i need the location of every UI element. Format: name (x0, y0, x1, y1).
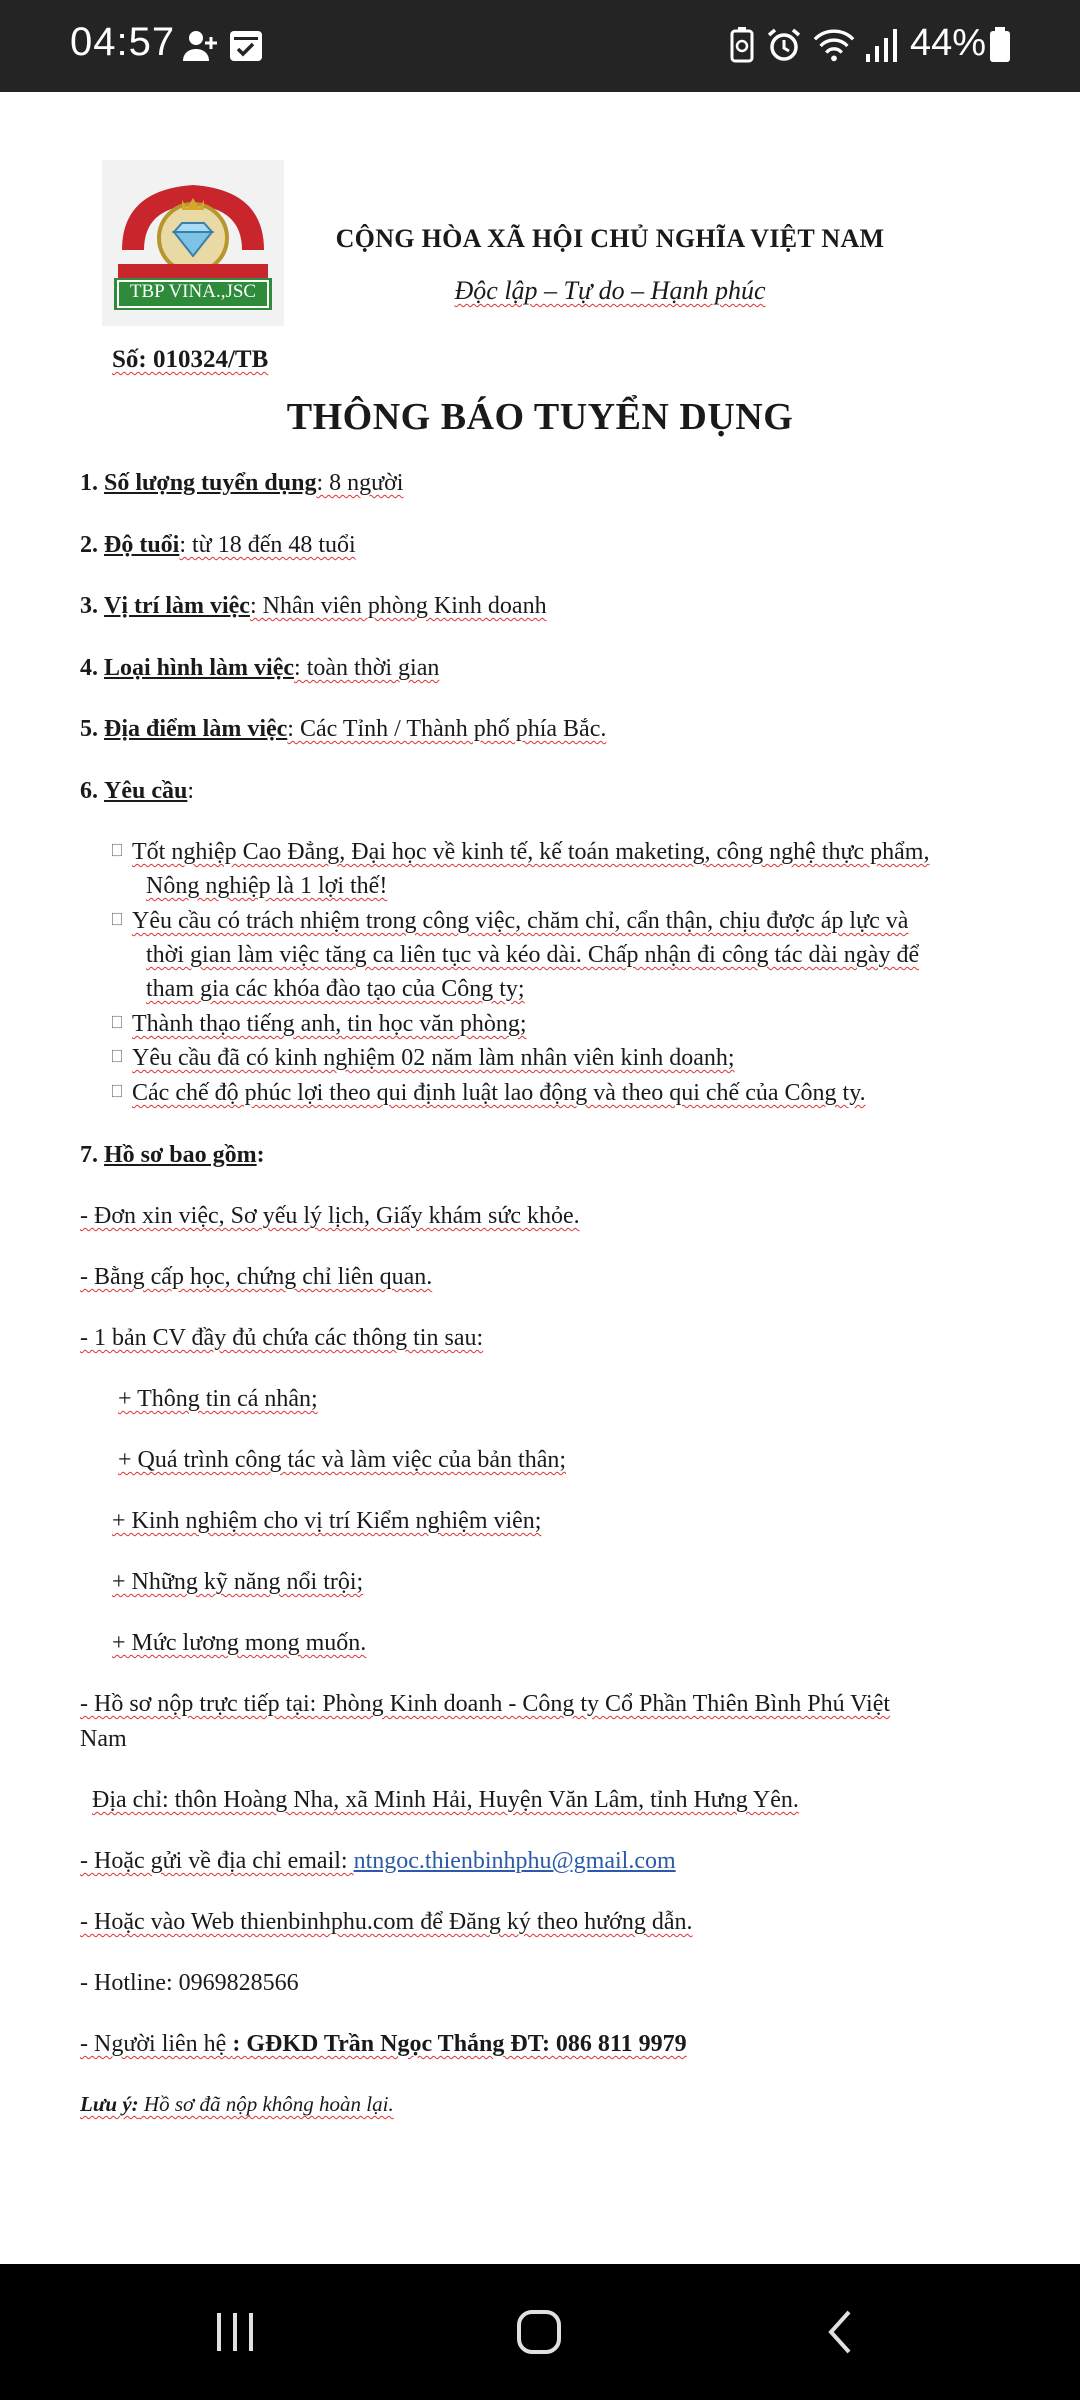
wifi-icon (812, 22, 856, 68)
note-line: Lưu ý: Hồ sơ đã nộp không hoàn lại. (80, 2092, 394, 2116)
email-link[interactable]: ntngoc.thienbinhphu@gmail.com (353, 1848, 676, 1874)
person-add-icon (178, 22, 222, 68)
cv-item: + Mức lương mong muốn. (112, 1630, 367, 1656)
document-title: THÔNG BÁO TUYỂN DỤNG (286, 396, 794, 438)
requirement-bullet: Thành thạo tiếng anh, tin học văn phòng; (112, 1007, 1012, 1041)
requirement-bullet: Yêu cầu đã có kinh nghiệm 02 năm làm nhân viên kinh doanh; (112, 1041, 1012, 1075)
dossier-line: - Bằng cấp học, chứng chỉ liên quan. (80, 1264, 433, 1290)
dossier-line: - Đơn xin việc, Sơ yếu lý lịch, Giấy khám sức khỏe. (80, 1203, 580, 1229)
back-icon (821, 2307, 861, 2357)
contact-line: - Người liên hệ : GĐKD Trần Ngọc Thắng ĐT: 086 811 9979 (80, 2031, 687, 2057)
document-page (0, 92, 1080, 2264)
dossier-heading: 7. Hồ sơ bao gồm: (80, 1142, 265, 1168)
bullet-box-icon (112, 913, 122, 925)
cv-item: + Thông tin cá nhân; (118, 1386, 318, 1412)
nation-heading: CỘNG HÒA XÃ HỘI CHỦ NGHĨA VIỆT NAM (335, 224, 885, 253)
battery-icon (978, 22, 1022, 68)
item-location: 5. Địa điểm làm việc: Các Tỉnh / Thành phố phía Bắc. (80, 716, 607, 742)
cv-item: + Quá trình công tác và làm việc của bản thân; (118, 1447, 567, 1473)
logo-text: TBP VINA.,JSC (129, 281, 257, 302)
bullet-box-icon (112, 1085, 122, 1097)
bullet-box-icon (112, 1016, 122, 1028)
bullet-box-icon (112, 844, 122, 856)
navigation-bar (0, 2264, 1080, 2400)
bullet-box-icon (112, 1050, 122, 1062)
item-quantity: 1. Số lượng tuyển dụng: 8 người (80, 470, 404, 496)
dossier-line: - 1 bản CV đầy đủ chứa các thông tin sau: (80, 1325, 484, 1351)
signal-icon (860, 22, 904, 68)
status-time: 04:57 (70, 20, 176, 64)
home-icon (514, 2307, 564, 2357)
email-line: - Hoặc gửi về địa chỉ email: ntngoc.thienbinhphu@gmail.com (80, 1848, 676, 1874)
item-requirements: 6. Yêu cầu: (80, 778, 195, 804)
submit-line-cont: Nam (80, 1726, 127, 1752)
address-line: Địa chỉ: thôn Hoàng Nha, xã Minh Hải, Huyện Văn Lâm, tỉnh Hưng Yên. (92, 1787, 799, 1813)
requirement-bullet: Yêu cầu có trách nhiệm trong công việc, chăm chỉ, cẩn thận, chịu được áp lực và thời gian làm việc tăng ca liên tục và kéo dài. Chấp nhận đi công tác dài ngày để tham gia các khóa đào tạo của Công ty; (112, 904, 1012, 1006)
submit-line: - Hồ sơ nộp trực tiếp tại: Phòng Kinh doanh - Công ty Cổ Phần Thiên Bình Phú Việt (80, 1691, 891, 1717)
alarm-icon (762, 22, 806, 68)
web-line: - Hoặc vào Web thienbinhphu.com để Đăng ký theo hướng dẫn. (80, 1909, 693, 1935)
cv-item: + Kinh nghiệm cho vị trí Kiểm nghiệm viên; (112, 1508, 542, 1534)
hotline-line: - Hotline: 0969828566 (80, 1970, 299, 1996)
status-bar (0, 0, 1080, 92)
cv-item: + Những kỹ năng nổi trội; (112, 1569, 364, 1595)
item-work-type: 4. Loại hình làm việc: toàn thời gian (80, 655, 440, 681)
item-age: 2. Độ tuổi: từ 18 đến 48 tuổi (80, 532, 356, 558)
requirement-bullet: Các chế độ phúc lợi theo qui định luật lao động và theo qui chế của Công ty. (112, 1076, 1012, 1110)
battery-percent: 44% (910, 22, 987, 64)
recent-apps-button[interactable] (190, 2302, 280, 2362)
battery-saver-icon (720, 22, 764, 68)
back-button[interactable] (796, 2302, 886, 2362)
recent-apps-icon (211, 2309, 259, 2355)
company-logo (102, 160, 284, 326)
document-number: Số: 010324/TB (112, 346, 269, 373)
item-position: 3. Vị trí làm việc: Nhân viên phòng Kinh doanh (80, 593, 547, 619)
calendar-check-icon (224, 22, 268, 68)
requirement-bullet: Tốt nghiệp Cao Đẳng, Đại học về kinh tế, kế toán maketing, công nghệ thực phẩm, Nông nghiệp là 1 lợi thế! (112, 835, 1012, 903)
home-button[interactable] (494, 2302, 584, 2362)
motto: Độc lập – Tự do – Hạnh phúc (454, 276, 766, 305)
